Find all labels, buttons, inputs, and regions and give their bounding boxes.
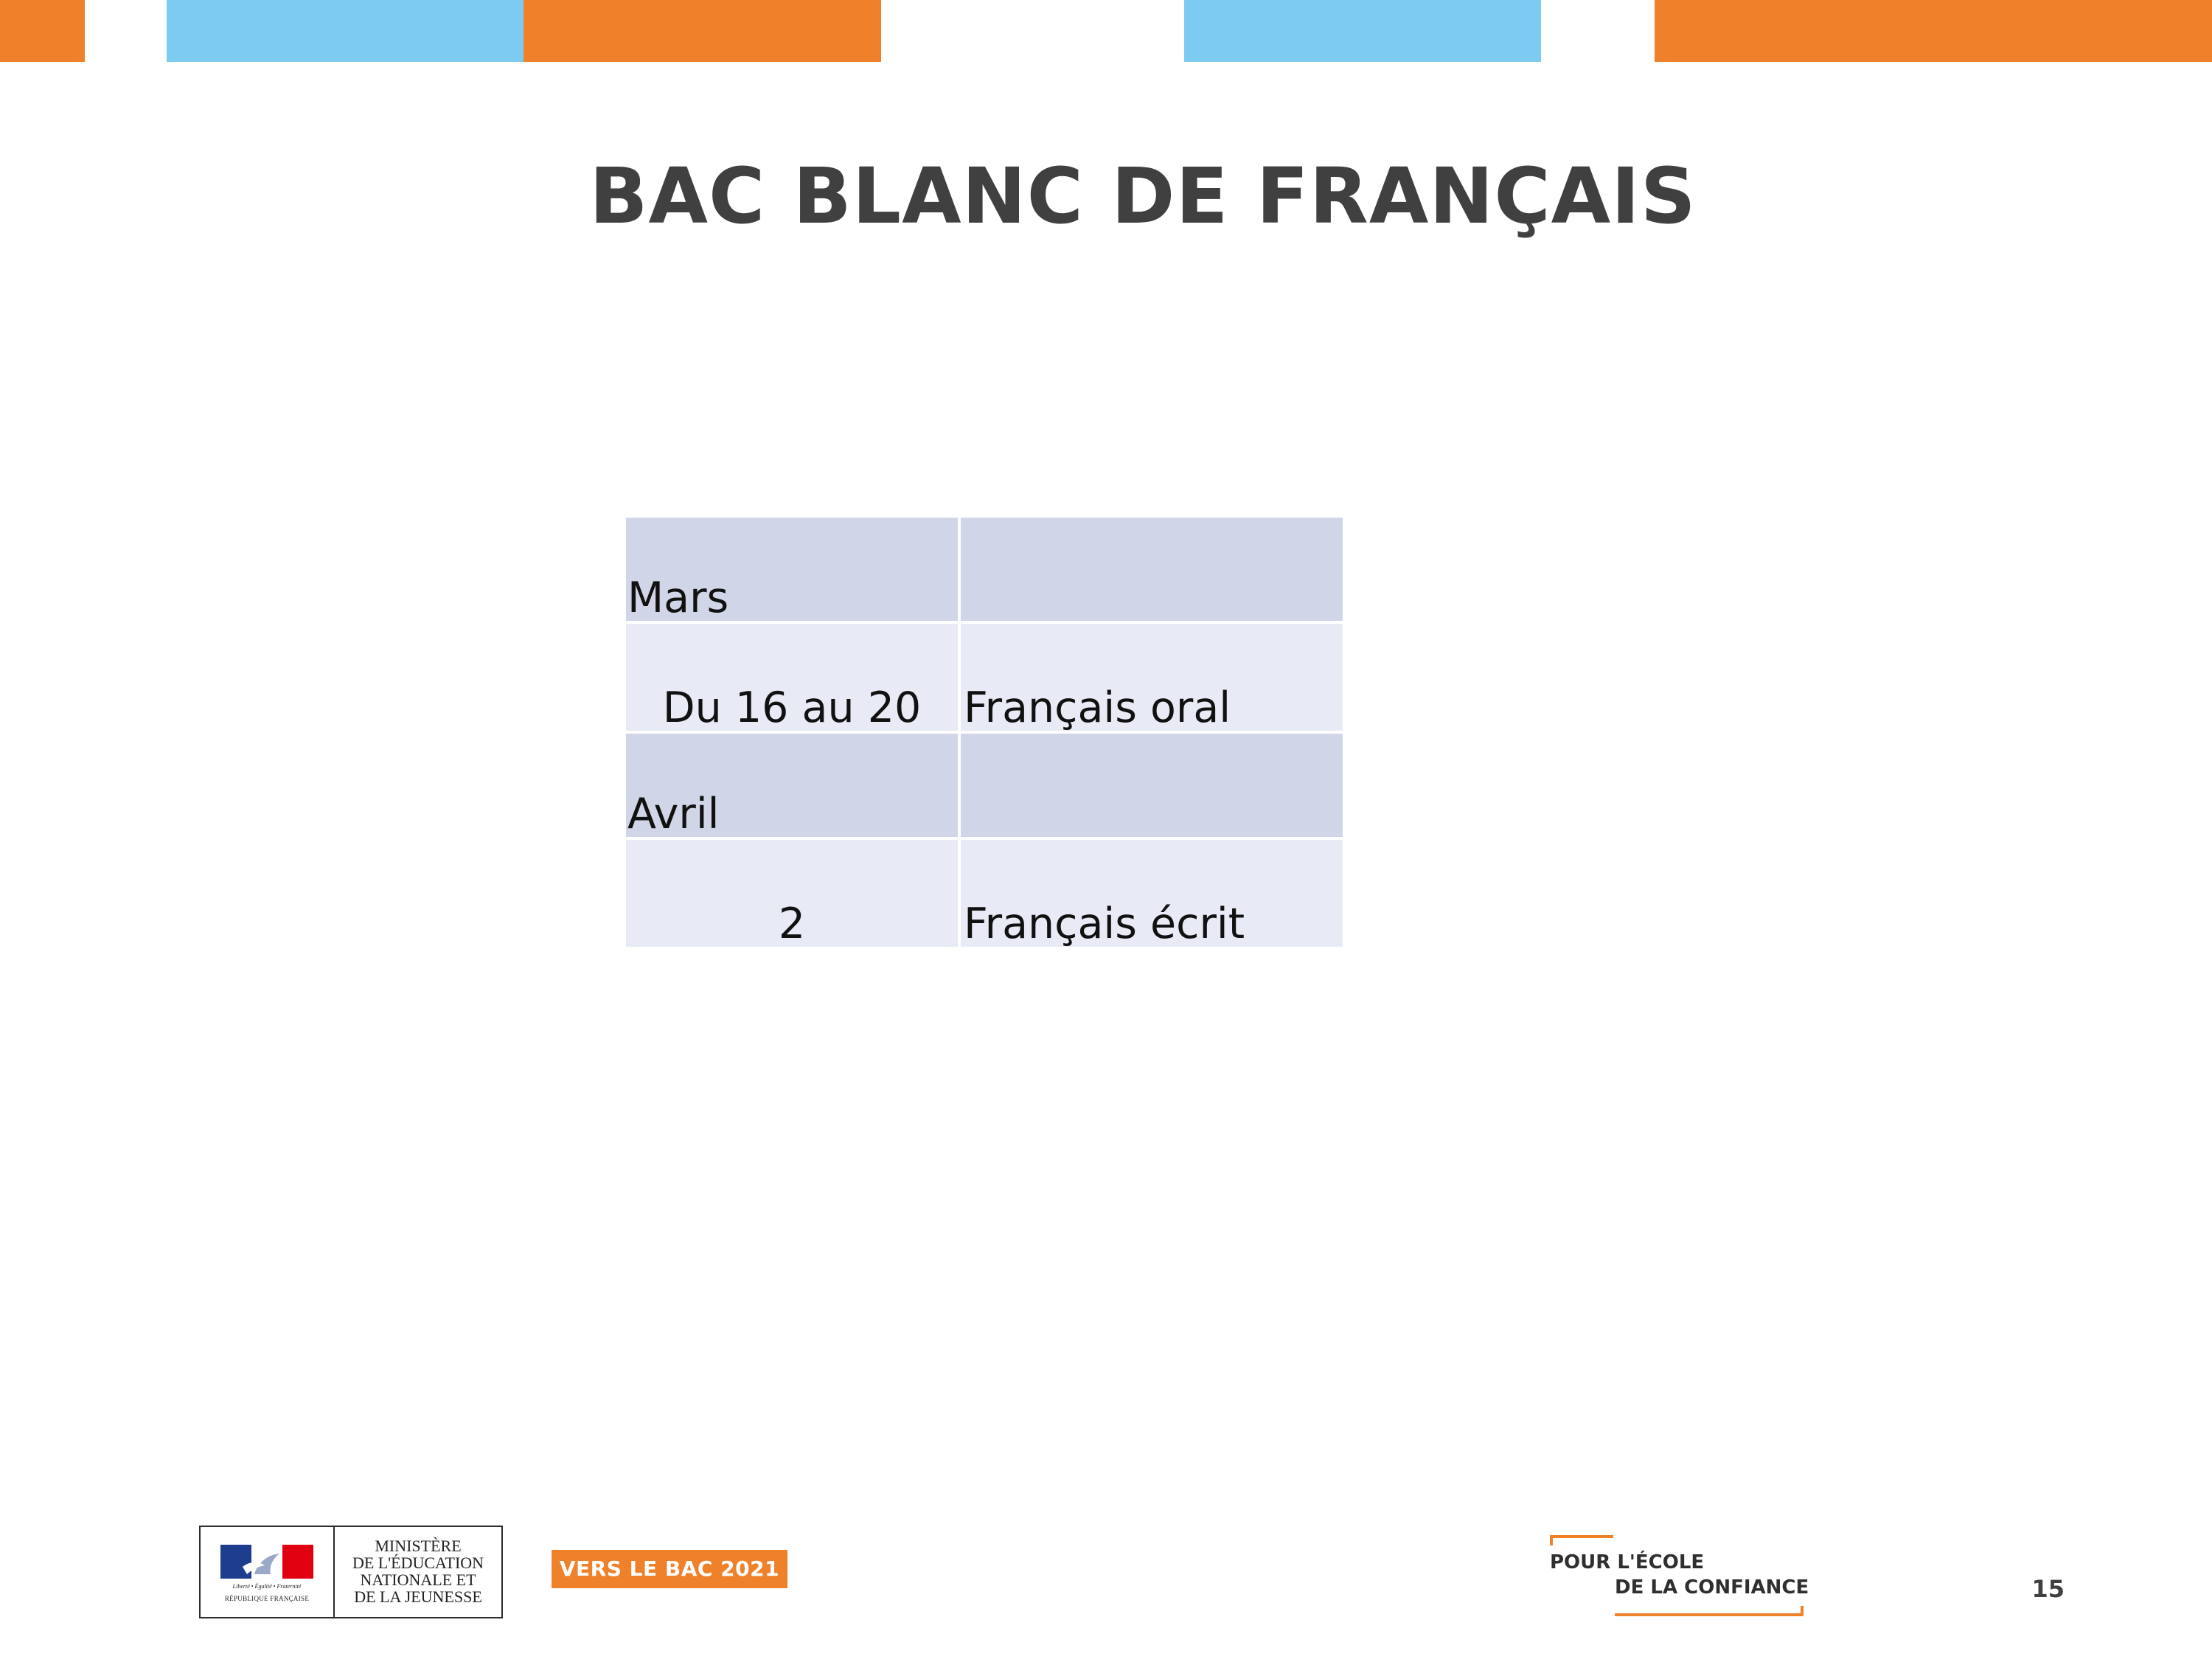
ecole-confiance-logo <box>1545 1531 1811 1619</box>
schedule-table <box>623 515 1346 950</box>
table-row <box>626 840 1343 947</box>
republic-name: RÉPUBLIQUE FRANÇAISE <box>224 1595 310 1602</box>
table-row <box>626 624 1343 731</box>
marianne-emblem <box>201 1527 335 1617</box>
table-cell-date: 2 <box>626 840 958 947</box>
ministry-line: NATIONALE ET <box>360 1571 476 1589</box>
top-bar-segment-blue <box>1184 0 1541 62</box>
page-number: 15 <box>2031 1575 2065 1603</box>
republic-motto: Liberté • Égalité • Fraternité <box>232 1583 302 1590</box>
ministry-line: DE L'ÉDUCATION <box>352 1554 484 1572</box>
slide-title: BAC BLANC DE FRANÇAIS <box>589 151 1697 241</box>
ministry-line: DE LA JEUNESSE <box>354 1587 482 1606</box>
ministry-logo <box>199 1526 503 1618</box>
table-cell-subject <box>961 734 1343 837</box>
table-cell-date: Du 16 au 20 <box>626 624 958 731</box>
confiance-line1: POUR L'ÉCOLE <box>1550 1551 1705 1573</box>
table-row <box>626 518 1343 621</box>
ministry-line: MINISTÈRE <box>375 1537 462 1555</box>
ministry-name <box>335 1537 501 1605</box>
top-bar-segment-orange <box>524 0 881 62</box>
top-bar-segment-blue <box>167 0 524 62</box>
confiance-line2: DE LA CONFIANCE <box>1615 1576 1809 1599</box>
bracket-mark <box>1615 1606 1804 1616</box>
top-bar-segment-orange <box>1655 0 2212 62</box>
table-cell-month: Mars <box>626 518 958 621</box>
table-cell-month: Avril <box>626 734 958 837</box>
top-bar-segment-orange <box>0 0 85 62</box>
table-row <box>626 734 1343 837</box>
table-cell-subject: Français écrit <box>961 840 1343 947</box>
vers-le-bac-badge: VERS LE BAC 2021 <box>552 1550 787 1588</box>
table-cell-subject <box>961 518 1343 621</box>
table-cell-subject: Français oral <box>961 624 1343 731</box>
bracket-mark <box>1550 1535 1613 1545</box>
top-color-bar <box>0 0 2212 62</box>
republic-flag-icon <box>220 1545 313 1579</box>
